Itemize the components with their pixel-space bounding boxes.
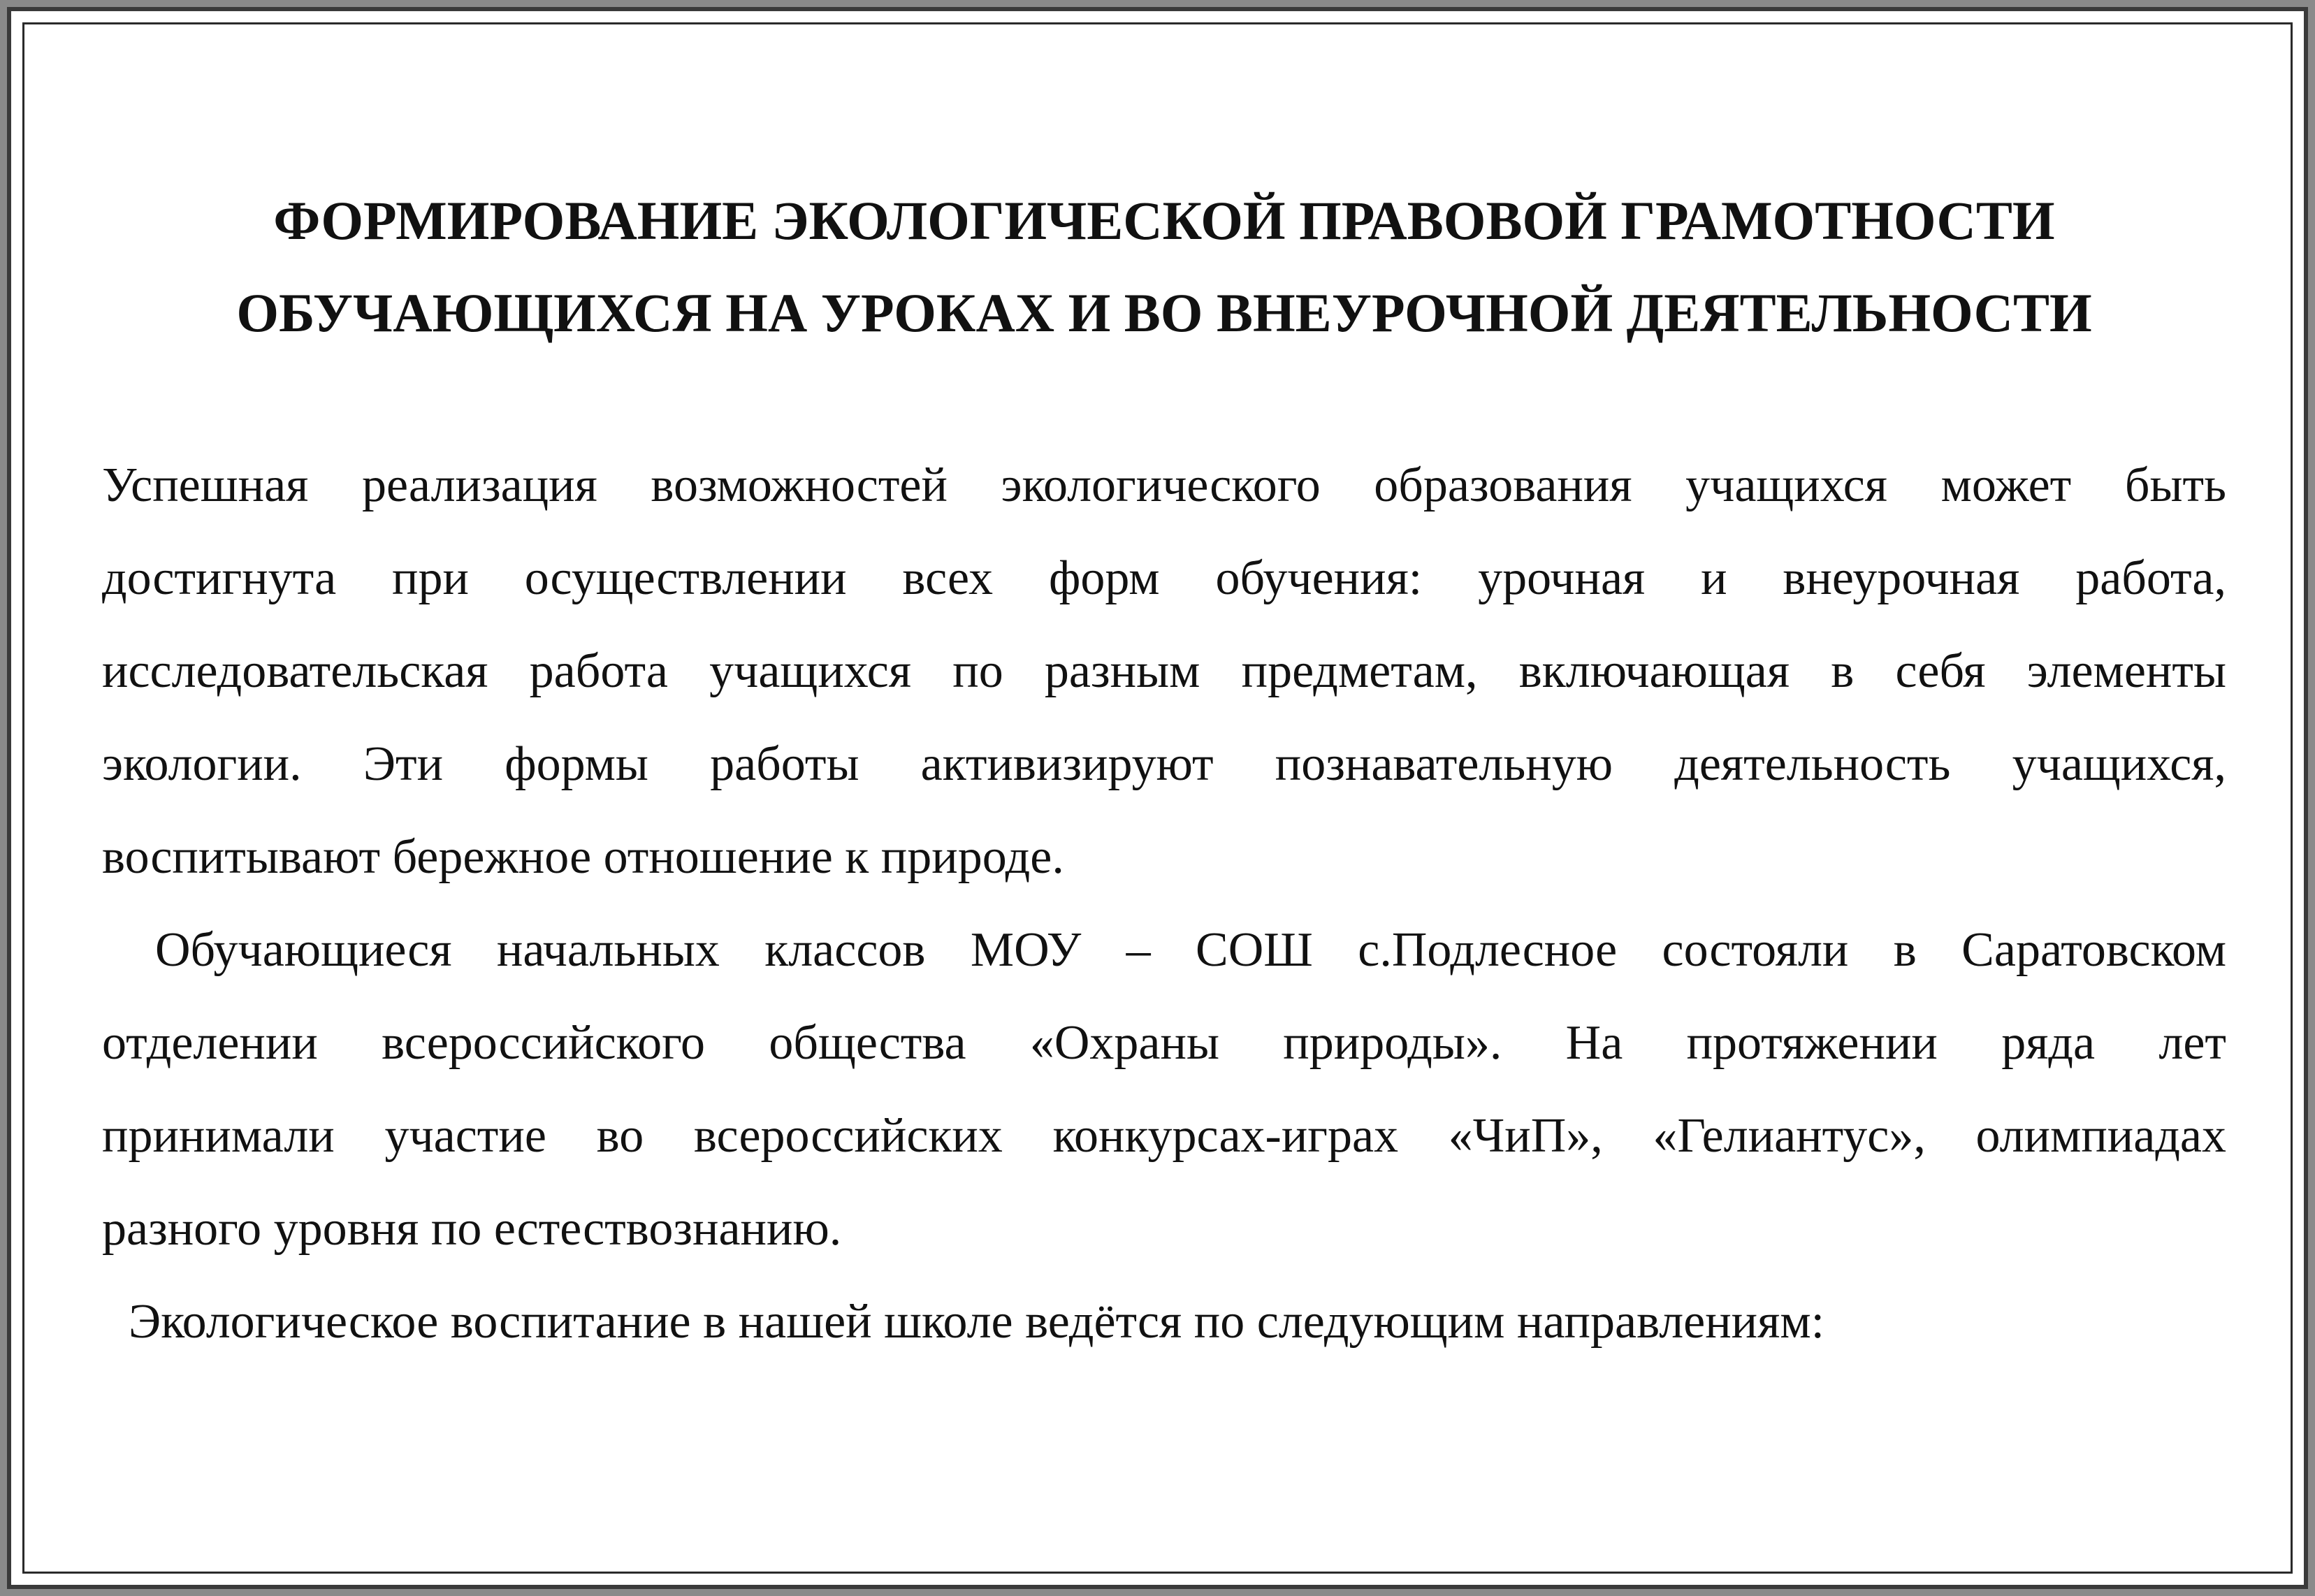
paragraph-2 [102, 904, 2226, 1275]
paragraph-1 [102, 439, 2226, 904]
paragraph-3 [102, 1275, 2226, 1368]
paragraph-2-line-1: Обучающиеся начальных классов МОУ – СОШ с.Подлесное состояли в Саратовском [155, 923, 2226, 977]
title-line-2: ОБУЧАЮЩИХСЯ НА УРОКАХ И ВО ВНЕУРОЧНОЙ ДЕЯТЕЛЬНОСТИ [236, 282, 2092, 343]
paragraph-2-line-4: разного уровня по естествознанию. [102, 1202, 842, 1256]
paragraph-1-line-1: Успешная реализация возможностей экологического образования учащихся может быть [102, 458, 2226, 512]
paragraph-3-line-1: Экологическое воспитание в нашей школе ведётся по следующим направлениям: [129, 1295, 1825, 1349]
paragraph-1-line-2: достигнута при осуществлении всех форм обучения: урочная и внеурочная работа, [102, 551, 2226, 605]
paragraph-1-line-3: исследовательская работа учащихся по разным предметам, включающая в себя элементы [102, 644, 2226, 698]
title-line-1: ФОРМИРОВАНИЕ ЭКОЛОГИЧЕСКОЙ ПРАВОВОЙ ГРАМОТНОСТИ [273, 190, 2055, 251]
paragraph-1-line-4: экологии. Эти формы работы активизируют познавательную деятельность учащихся, [102, 737, 2226, 791]
document-title [102, 175, 2226, 359]
paragraph-2-line-2: отделении всероссийского общества «Охраны природы». На протяжении ряда лет [102, 1016, 2226, 1070]
paragraph-2-line-3: принимали участие во всероссийских конкурсах-играх «ЧиП», «Гелиантус», олимпиадах [102, 1109, 2226, 1163]
paragraph-1-line-5: воспитывают бережное отношение к природе. [102, 830, 1064, 884]
document-body [102, 439, 2226, 1368]
